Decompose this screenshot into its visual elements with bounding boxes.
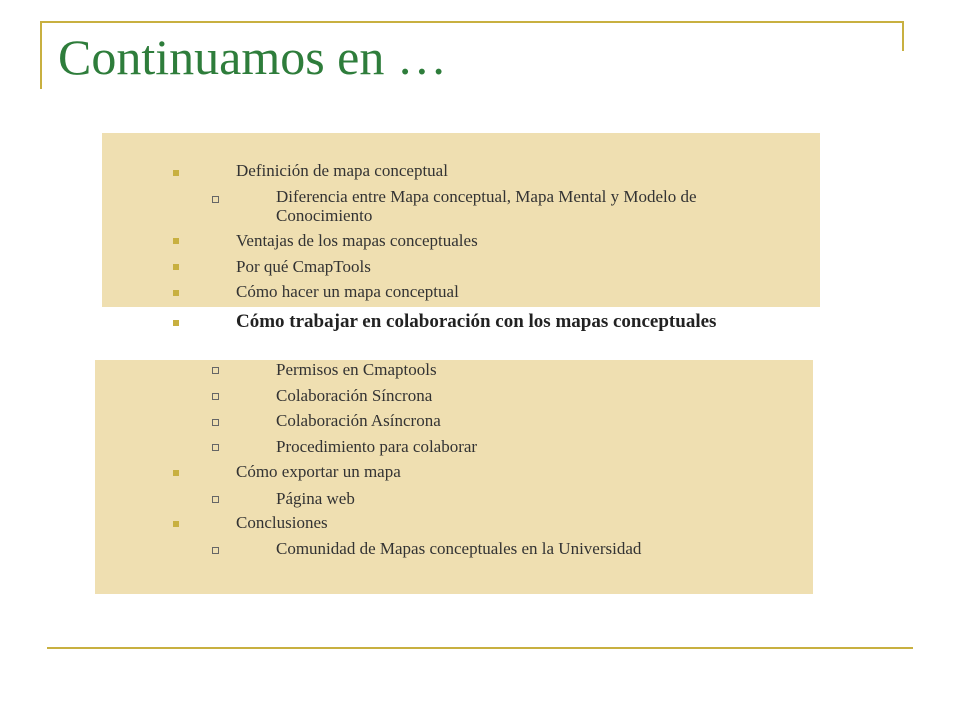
outline-subitem: Página web bbox=[276, 489, 355, 508]
frame-bottom-line bbox=[47, 647, 913, 649]
outline-subitem: Diferencia entre Mapa conceptual, Mapa Mental y Modelo de Conocimiento bbox=[276, 187, 697, 225]
outline-item: Por qué CmapTools bbox=[236, 257, 371, 276]
outline-item: Cómo hacer un mapa conceptual bbox=[236, 282, 459, 301]
square-bullet-icon bbox=[173, 290, 179, 296]
square-bullet-icon bbox=[173, 521, 179, 527]
hollow-square-bullet-icon bbox=[212, 393, 219, 400]
outline-subitem: Permisos en Cmaptools bbox=[276, 360, 437, 379]
hollow-square-bullet-icon bbox=[212, 444, 219, 451]
frame-top-line bbox=[40, 21, 904, 23]
hollow-square-bullet-icon bbox=[212, 367, 219, 374]
hollow-square-bullet-icon bbox=[212, 419, 219, 426]
outline-item: Ventajas de los mapas conceptuales bbox=[236, 231, 478, 250]
outline-item: Cómo exportar un mapa bbox=[236, 462, 401, 481]
hollow-square-bullet-icon bbox=[212, 547, 219, 554]
hollow-square-bullet-icon bbox=[212, 496, 219, 503]
square-bullet-icon bbox=[173, 170, 179, 176]
square-bullet-icon bbox=[173, 264, 179, 270]
frame-left-line bbox=[40, 21, 42, 89]
outline-subitem: Comunidad de Mapas conceptuales en la Universidad bbox=[276, 539, 642, 558]
outline-subitem: Procedimiento para colaborar bbox=[276, 437, 478, 456]
square-bullet-icon bbox=[173, 238, 179, 244]
frame-right-line bbox=[902, 21, 904, 51]
square-bullet-icon bbox=[173, 470, 179, 476]
outline-item: Definición de mapa conceptual bbox=[236, 161, 448, 180]
outline-item-current: Cómo trabajar en colaboración con los mapas conceptuales bbox=[236, 311, 717, 332]
outline-item: Conclusiones bbox=[236, 513, 328, 532]
slide-title: Continuamos en … bbox=[58, 29, 447, 85]
outline-subitem: Colaboración Síncrona bbox=[276, 386, 433, 405]
outline-subitem: Colaboración Asíncrona bbox=[276, 411, 441, 430]
square-bullet-icon bbox=[173, 320, 179, 326]
hollow-square-bullet-icon bbox=[212, 196, 219, 203]
